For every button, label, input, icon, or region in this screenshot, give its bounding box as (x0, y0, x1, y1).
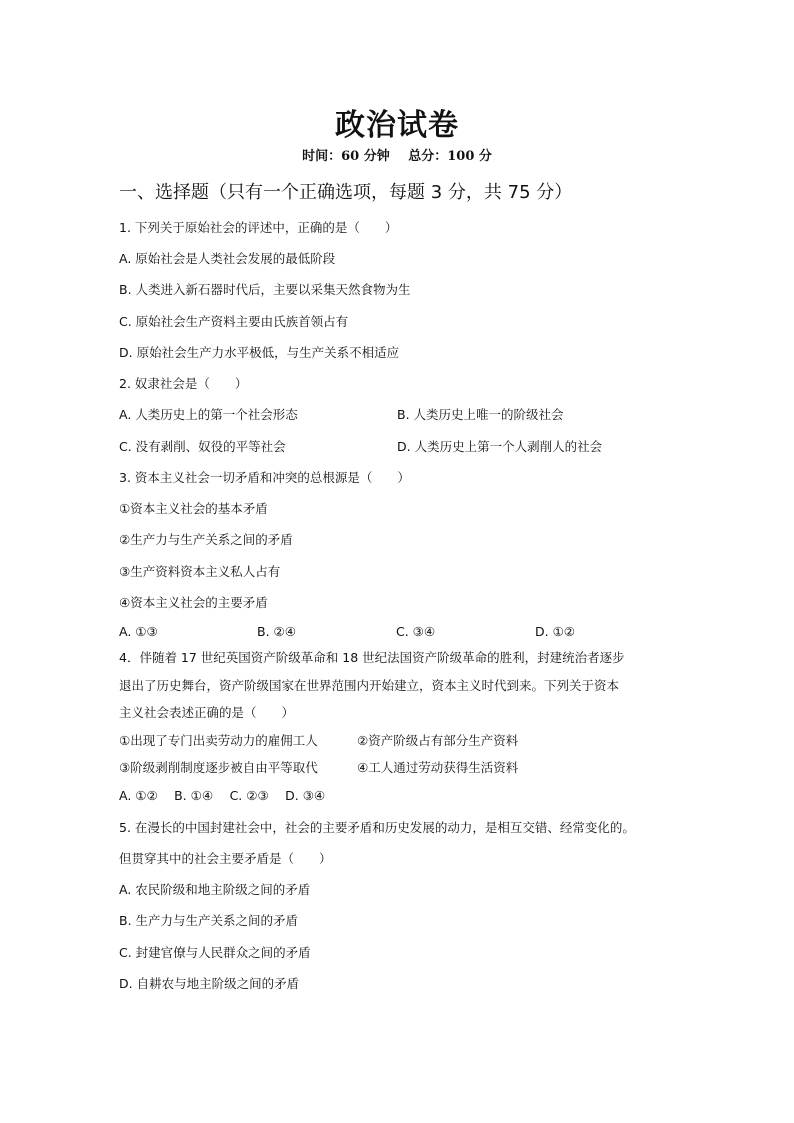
q4-stem-line-1: 4．伴随着 17 世纪英国资产阶级革命和 18 世纪法国资产阶级革命的胜利，封建统治者逐步 (119, 650, 625, 665)
q3-item-4: ④资本主义社会的主要矛盾 (119, 595, 268, 610)
q2-stem: 2. 奴隶社会是（ ） (119, 376, 248, 391)
q5-stem-line-1: 5. 在漫长的中国封建社会中，社会的主要矛盾和历史发展的动力，是相互交错、经常变化的。 (119, 820, 635, 835)
q4-item-3: ③阶级剥削制度逐步被自由平等取代 (119, 760, 318, 775)
q5-option-a: A. 农民阶级和地主阶级之间的矛盾 (119, 882, 311, 897)
q4-item-1: ①出现了专门出卖劳动力的雇佣工人 (119, 733, 318, 748)
page-title: 政治试卷 (335, 108, 459, 143)
q2-option-a: A. 人类历史上的第一个社会形态 (119, 407, 298, 422)
q3-item-1: ①资本主义社会的基本矛盾 (119, 501, 268, 516)
q5-option-d: D. 自耕农与地主阶级之间的矛盾 (119, 976, 300, 991)
q1-option-b: B. 人类进入新石器时代后，主要以采集天然食物为生 (119, 282, 411, 297)
q4-options: A. ①② B. ①④ C. ②③ D. ③④ (119, 788, 326, 803)
q2-option-c: C. 没有剥削、奴役的平等社会 (119, 439, 286, 454)
exam-time: 时间：60 分钟 (302, 149, 390, 164)
q4-item-4: ④工人通过劳动获得生活资料 (357, 760, 519, 775)
exam-meta (0, 145, 794, 164)
q4-stem-line-3: 主义社会表述正确的是（ ） (119, 705, 295, 720)
q2-option-b: B. 人类历史上唯一的阶级社会 (397, 407, 564, 422)
q1-option-a: A. 原始社会是人类社会发展的最低阶段 (119, 251, 336, 266)
q1-stem: 1. 下列关于原始社会的评述中，正确的是（ ） (119, 220, 398, 235)
exam-total-score: 总分：100 分 (408, 149, 492, 164)
q3-stem: 3. 资本主义社会一切矛盾和冲突的总根源是（ ） (119, 470, 410, 485)
section-heading: 一、选择题（只有一个正确选项，每题 3 分，共 75 分） (119, 182, 573, 203)
q3-option-c: C. ③④ (396, 624, 436, 639)
q4-stem-line-2: 退出了历史舞台，资产阶级国家在世界范围内开始建立，资本主义时代到来。下列关于资本 (119, 678, 620, 693)
q2-option-d: D. 人类历史上第一个人剥削人的社会 (397, 439, 603, 454)
q3-item-2: ②生产力与生产关系之间的矛盾 (119, 532, 293, 547)
q3-option-d: D. ①② (535, 624, 575, 639)
q4-item-2: ②资产阶级占有部分生产资料 (357, 733, 519, 748)
q3-item-3: ③生产资料资本主义私人占有 (119, 564, 281, 579)
q1-option-d: D. 原始社会生产力水平极低，与生产关系不相适应 (119, 345, 400, 360)
q3-option-b: B. ②④ (257, 624, 296, 639)
q1-option-c: C. 原始社会生产资料主要由氏族首领占有 (119, 314, 349, 329)
q3-option-a: A. ①③ (119, 624, 158, 639)
q5-option-c: C. 封建官僚与人民群众之间的矛盾 (119, 945, 311, 960)
q5-option-b: B. 生产力与生产关系之间的矛盾 (119, 913, 299, 928)
q5-stem-line-2: 但贯穿其中的社会主要矛盾是（ ） (119, 851, 332, 866)
